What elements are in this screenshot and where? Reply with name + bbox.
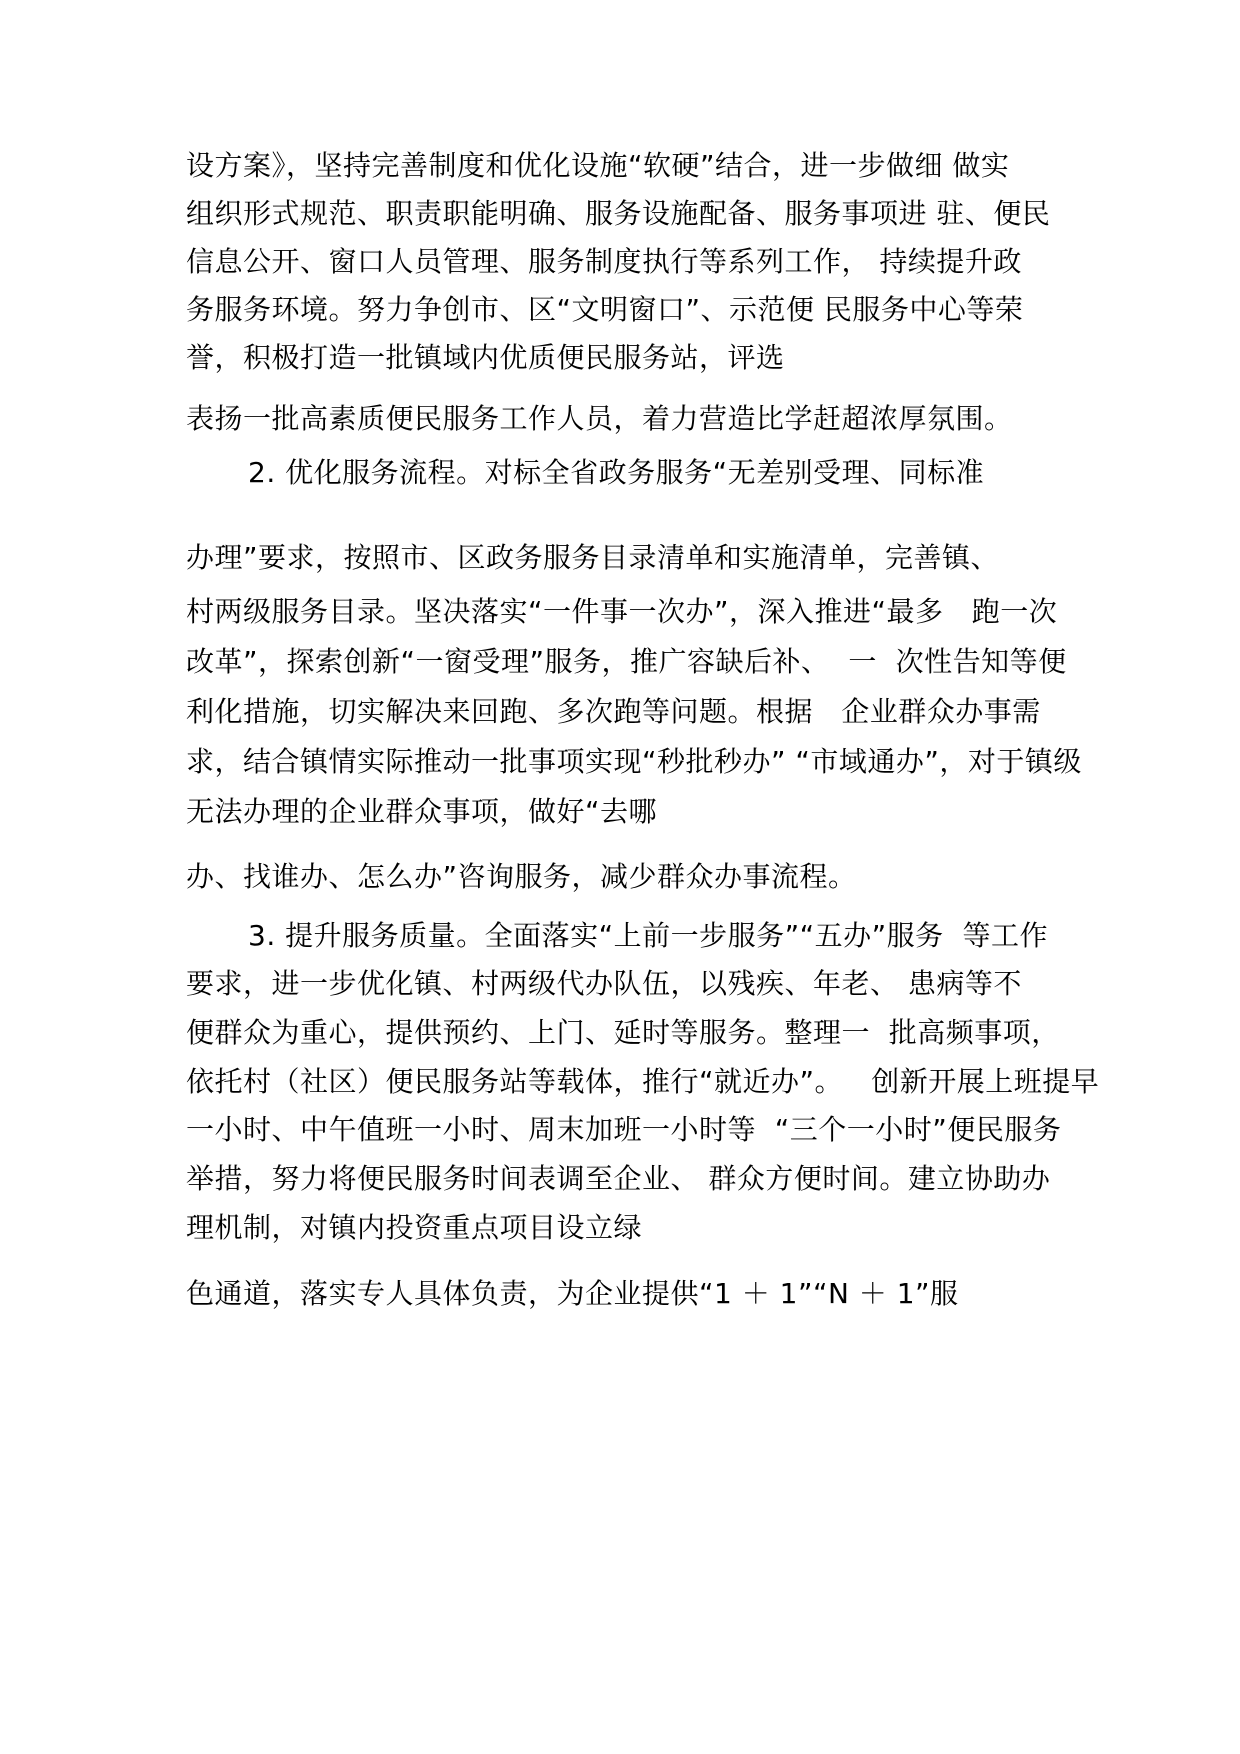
text-line: 要求，进一步优化镇、村两级代办队伍，以残疾、年老、 患病等不 <box>186 967 1022 1000</box>
text-line: 信息公开、窗口人员管理、服务制度执行等系列工作， 持续提升政 <box>186 245 1022 278</box>
text-line: 组织形式规范、职责职能明确、服务设施配备、服务事项进 驻、便民 <box>186 197 1051 230</box>
text-line: 利化措施，切实解决来回跑、多次跑等问题。根据 企业群众办事需 <box>186 695 1041 728</box>
text-line: 便群众为重心，提供预约、上门、延时等服务。整理一 批高频事项， <box>186 1016 1060 1049</box>
text-line: 理机制，对镇内投资重点项目设立绿 <box>186 1211 643 1244</box>
text-line: 誉，积极打造一批镇域内优质便民服务站，评选 <box>186 341 785 374</box>
text-line: 无法办理的企业群众事项，做好“去哪 <box>186 795 658 828</box>
section-heading-line: 2. 优化服务流程。对标全省政务服务“无差别受理、同标准 <box>248 456 985 489</box>
text-line: 表扬一批高素质便民服务工作人员，着力营造比学赶超浓厚氛围。 <box>186 402 1013 435</box>
text-line: 村两级服务目录。坚决落实“一件事一次办”，深入推进“最多 跑一次 <box>186 595 1058 628</box>
section-heading-line: 3. 提升服务质量。全面落实“上前一步服务”“五办”服务 等工作 <box>248 919 1048 952</box>
text-line: 色通道，落实专人具体负责，为企业提供“1 ＋ 1”“N ＋ 1”服 <box>186 1277 959 1310</box>
text-line: 改革”，探索创新“一窗受理”服务，推广容缺后补、 一 次性告知等便 <box>186 645 1067 678</box>
text-line: 求，结合镇情实际推动一批事项实现“秒批秒办” “市域通办”，对于镇级 <box>186 745 1082 778</box>
text-line: 办理”要求，按照市、区政务服务目录清单和实施清单，完善镇、 <box>186 541 1000 574</box>
text-line: 举措，努力将便民服务时间表调至企业、 群众方便时间。建立协助办 <box>186 1162 1051 1195</box>
text-line: 办、找谁办、怎么办”咨询服务，减少群众办事流程。 <box>186 860 857 893</box>
text-line: 依托村（社区）便民服务站等载体，推行“就近办”。 创新开展上班提早 <box>186 1065 1100 1098</box>
text-line: 设方案》，坚持完善制度和优化设施“软硬”结合，进一步做细 做实 <box>186 149 1010 182</box>
text-line: 务服务环境。努力争创市、区“文明窗口”、示范便 民服务中心等荣 <box>186 293 1024 326</box>
text-line: 一小时、中午值班一小时、周末加班一小时等 “三个一小时”便民服务 <box>186 1113 1062 1146</box>
